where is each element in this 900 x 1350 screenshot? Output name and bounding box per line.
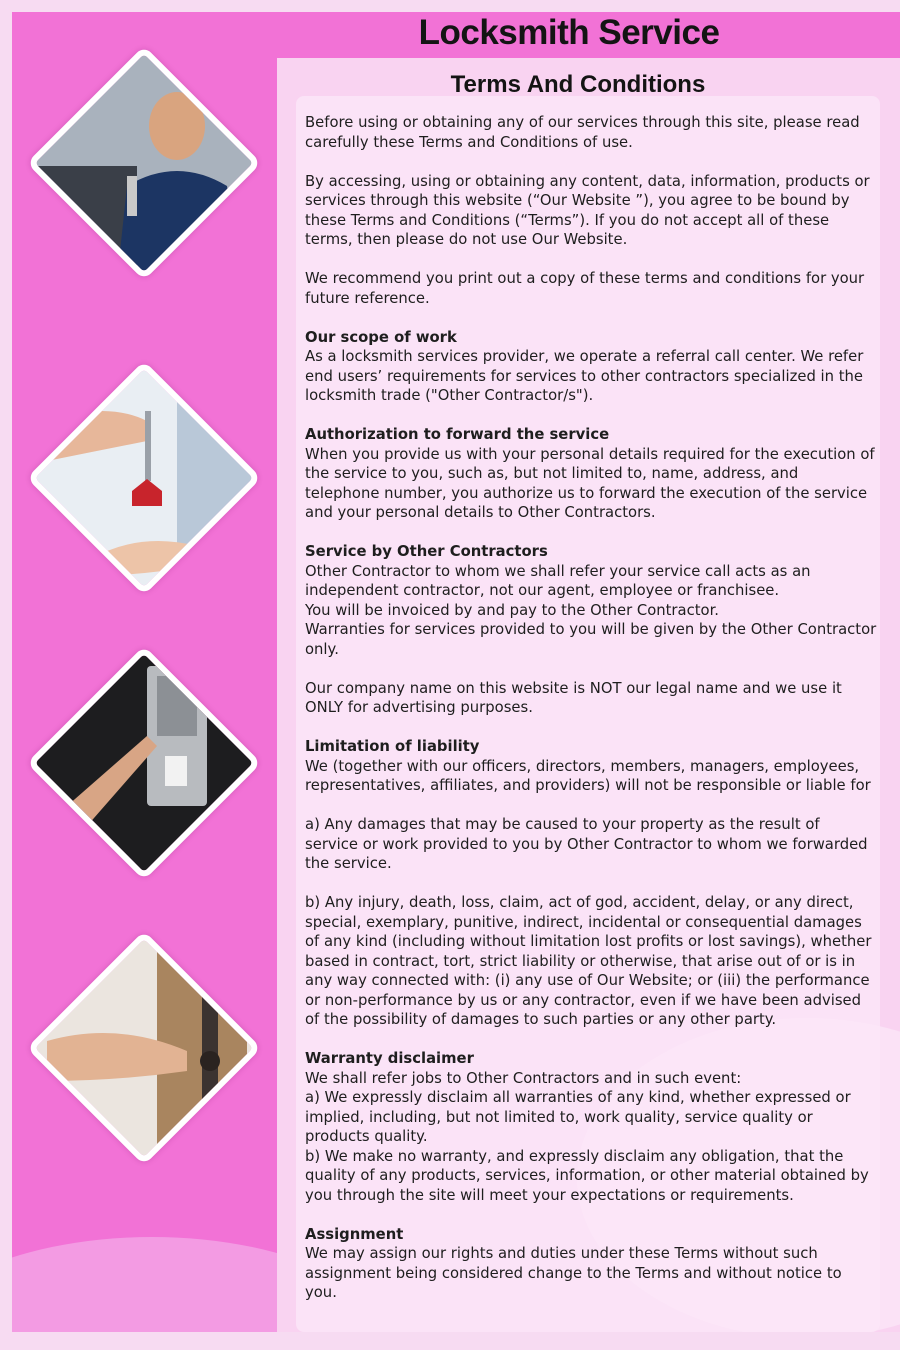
section-body: We (together with our officers, directors, members, managers, employees, representatives, affiliates, and providers) will not be responsible or liable for: [305, 757, 871, 794]
assignment-section: [305, 1225, 877, 1303]
liability-section: [305, 737, 877, 796]
company-note: Our company name on this website is NOT our legal name and we use it ONLY for advertising purposes.: [305, 679, 842, 716]
section-body: We may assign our rights and duties under these Terms without such assignment being considered change to the Terms and without notice to you.: [305, 1245, 842, 1301]
section-heading: Warranty disclaimer: [305, 1050, 474, 1067]
liability-item-b: b) Any injury, death, loss, claim, act of god, accident, delay, or any direct, special, exemplary, punitive, indirect, incidental or consequential damages of any kind (including without limitation lost profits or lost savings), whether based in contract, tort, strict liability or otherwise, that arise out of or is in any way connected with: (i) any use of Our Website; or (iii) the performance or non-performance by us or any contractor, even if we have been advised of the possibility of damages to such parties or any other party.: [305, 894, 872, 1028]
section-line: You will be invoiced by and pay to the Other Contractor.: [305, 601, 720, 619]
authorization-section: [305, 425, 877, 523]
decorative-wave: [12, 1237, 277, 1332]
warranty-section: [305, 1049, 877, 1205]
terms-content: [305, 113, 877, 1322]
section-heading: Assignment: [305, 1225, 404, 1243]
intro-paragraph: By accessing, using or obtaining any content, data, information, products or services through this website (“Our Website ”), you agree to be bound by these Terms and Conditions (“Terms”). If you do not accept all of these terms, then please do not use Our Website.: [305, 172, 870, 248]
section-line: b) We make no warranty, and expressly disclaim any obligation, that the quality of any products, services, information, or other material obtained by you through the site will meet your expectations or requirements.: [305, 1147, 869, 1204]
intro-paragraph: Before using or obtaining any of our services through this site, please read carefully these Terms and Conditions of use.: [305, 114, 860, 151]
section-line: Other Contractor to whom we shall refer your service call acts as an independent contractor, not our agent, employee or franchisee.: [305, 562, 811, 599]
section-body: When you provide us with your personal details required for the execution of the service to you, such as, but not limited to, name, address, and telephone number, you authorize us to forward the execution of the service and your personal details to Other Contractors.: [305, 445, 875, 521]
page-subtitle: Terms And Conditions: [450, 71, 706, 98]
section-heading: Our scope of work: [305, 328, 457, 346]
section-line: We shall refer jobs to Other Contractors and in such event:: [305, 1069, 742, 1087]
liability-item-a: a) Any damages that may be caused to your property as the result of service or work provided to you by Other Contractor to whom we forwarded the service.: [305, 816, 868, 872]
scope-section: [305, 328, 877, 406]
section-line: Warranties for services provided to you will be given by the Other Contractor only.: [305, 621, 877, 658]
service-section: [305, 542, 877, 659]
section-heading: Service by Other Contractors: [305, 543, 548, 560]
section-body: As a locksmith services provider, we operate a referral call center. We refer end users’ requirements for services to other contractors specialized in the locksmith trade ("Other Contractor/s").: [305, 348, 864, 404]
section-heading: Limitation of liability: [305, 738, 480, 755]
section-line: a) We expressly disclaim all warranties of any kind, whether expressed or implied, including, but not limited to, work quality, service quality or products quality.: [305, 1089, 851, 1145]
intro-paragraph: We recommend you print out a copy of these terms and conditions for your future reference.: [305, 270, 865, 307]
section-heading: Authorization to forward the service: [305, 426, 610, 443]
page-title: Locksmith Service: [418, 13, 720, 52]
